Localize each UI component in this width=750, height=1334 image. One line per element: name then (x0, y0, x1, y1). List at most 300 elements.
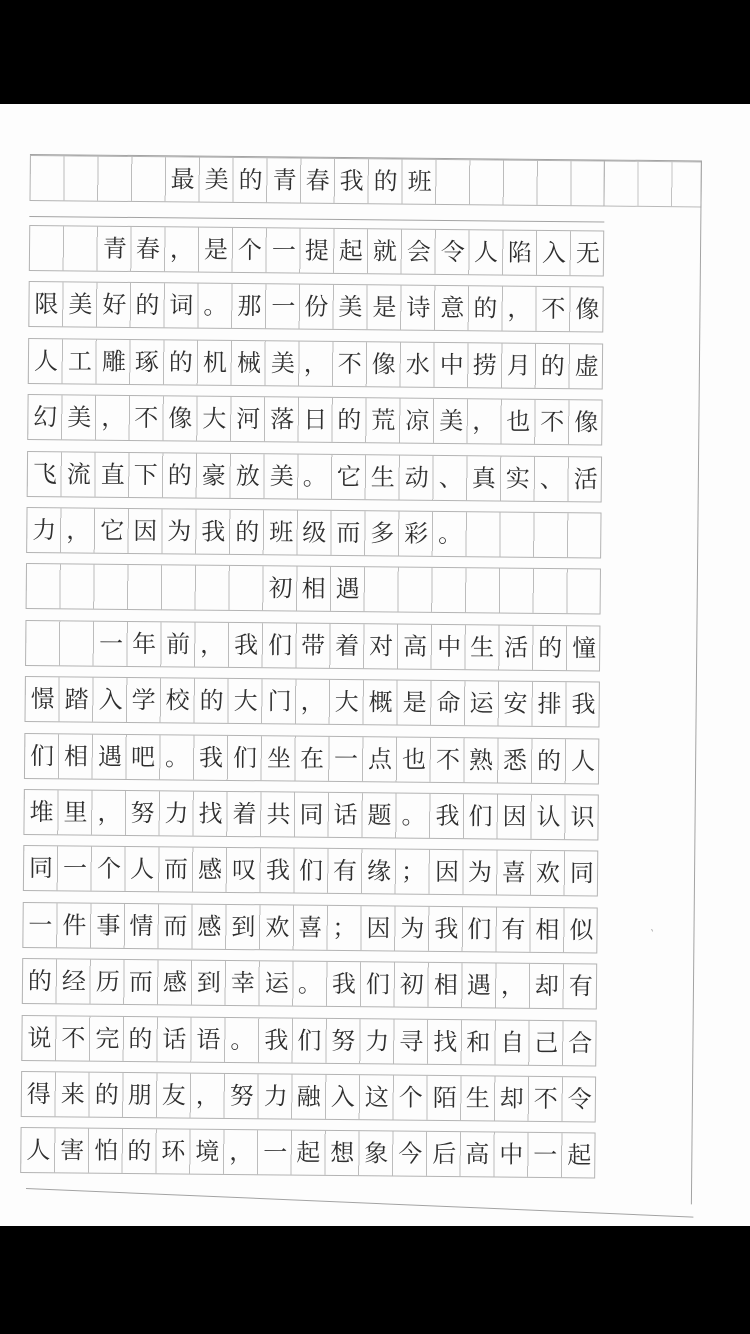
handwritten-character: 人 (26, 1136, 51, 1165)
handwritten-character: 人 (33, 346, 58, 375)
handwritten-character: 个 (237, 236, 262, 265)
handwritten-character: 日 (303, 405, 328, 434)
handwritten-character: 直 (100, 460, 125, 489)
handwritten-character: ， (229, 1138, 254, 1167)
paper-right-edge (691, 160, 702, 1204)
handwritten-character: 历 (95, 967, 120, 997)
handwritten-character: 美 (204, 165, 229, 194)
handwritten-character: 找 (432, 1027, 457, 1056)
handwritten-character: 的 (135, 291, 160, 320)
paper-bottom-edge (26, 1188, 693, 1218)
handwritten-character: ， (97, 798, 122, 827)
handwritten-character: 的 (538, 633, 563, 662)
handwritten-character: 们 (468, 802, 493, 831)
handwritten-character: 下 (134, 460, 159, 489)
handwritten-character: 凉 (405, 406, 430, 435)
handwritten-character: 的 (234, 518, 260, 547)
handwritten-character: 的 (540, 351, 565, 380)
handwritten-character: 感 (163, 968, 188, 997)
handwritten-character: 合 (568, 1028, 593, 1057)
handwritten-character: 是 (203, 235, 228, 264)
handwritten-character: 努 (331, 1026, 356, 1055)
handwritten-character: 的 (473, 294, 498, 323)
handwritten-character: 活 (504, 633, 529, 662)
handwritten-character: 说 (27, 1023, 52, 1052)
handwritten-character: 努 (229, 1082, 254, 1111)
handwritten-character: 门 (267, 687, 292, 716)
handwritten-character: 豪 (201, 461, 226, 490)
handwritten-character: 意 (439, 294, 464, 323)
handwritten-character: 同 (28, 854, 54, 883)
handwritten-character: 彩 (403, 519, 429, 548)
handwritten-character: 的 (373, 167, 398, 196)
handwritten-character: 多 (370, 519, 395, 548)
handwritten-character: 生 (470, 633, 495, 662)
handwritten-character: 喜 (298, 913, 323, 942)
handwritten-character: 力 (32, 516, 57, 545)
handwritten-character: 不 (541, 295, 566, 324)
essay-line (28, 281, 603, 333)
handwritten-character: 们 (299, 857, 324, 886)
handwritten-character: 为 (468, 858, 493, 887)
handwritten-character: 相 (302, 575, 327, 604)
handwritten-character: 落 (269, 405, 294, 434)
essay-line (24, 676, 599, 728)
handwritten-character: 象 (364, 1139, 389, 1168)
handwritten-character: 不 (337, 349, 363, 378)
handwritten-character: 份 (304, 293, 329, 322)
handwritten-character: 朋 (128, 1081, 153, 1110)
handwritten-character: 排 (537, 690, 562, 719)
handwritten-character: 中 (436, 632, 461, 661)
handwritten-character: 一 (262, 1138, 287, 1167)
essay-section-heading-line (26, 563, 601, 615)
handwritten-character: 个 (398, 1083, 423, 1112)
handwritten-character: 不 (533, 1084, 558, 1114)
handwritten-character: 班 (268, 518, 293, 547)
handwritten-character: 遇 (467, 971, 492, 1000)
handwritten-character: 到 (231, 912, 256, 941)
handwritten-character: 有 (501, 915, 526, 944)
handwritten-character: 起 (339, 237, 364, 266)
handwritten-character: 点 (367, 744, 393, 774)
handwritten-character: 好 (101, 291, 127, 320)
handwritten-character: 喜 (502, 859, 527, 888)
handwritten-character: 大 (334, 688, 359, 717)
handwritten-character: 美 (438, 407, 463, 436)
handwritten-character: 。 (165, 743, 190, 772)
handwritten-character: 我 (265, 856, 290, 885)
handwritten-character: 缘 (366, 857, 391, 886)
handwritten-character: 努 (130, 799, 155, 828)
handwritten-character: 相 (535, 915, 560, 944)
handwritten-character: 美 (270, 349, 295, 378)
handwritten-character: 认 (536, 802, 561, 832)
handwritten-character: 实 (505, 464, 530, 493)
handwritten-character: 。 (230, 1025, 255, 1054)
handwritten-character: 美 (67, 403, 92, 432)
handwritten-character: 件 (62, 911, 87, 940)
handwritten-character: 飞 (32, 459, 57, 488)
handwritten-character: 的 (128, 1024, 153, 1053)
handwritten-character: 河 (236, 405, 261, 434)
handwritten-character: 虚 (574, 352, 599, 381)
essay-title-line (29, 155, 604, 207)
handwritten-character: 悉 (503, 746, 528, 775)
handwritten-character: 里 (63, 798, 88, 827)
handwritten-character: 熟 (469, 745, 494, 774)
handwritten-character: 遇 (97, 742, 122, 771)
handwritten-character: 词 (169, 291, 194, 320)
essay-line (22, 902, 597, 954)
handwritten-character: 到 (196, 968, 221, 997)
handwritten-character: ， (472, 407, 497, 436)
handwritten-character: 同 (299, 800, 324, 829)
handwritten-character: 一 (62, 854, 87, 883)
essay-line (27, 394, 602, 446)
essay-line (22, 958, 597, 1010)
handwritten-character: 们 (467, 915, 492, 944)
handwritten-character: 话 (162, 1024, 187, 1054)
handwritten-character: 害 (60, 1136, 85, 1165)
handwritten-character: 们 (30, 741, 55, 770)
handwritten-character: 。 (303, 462, 328, 491)
handwritten-character: 。 (437, 520, 462, 549)
handwritten-character: 诗 (406, 294, 431, 323)
handwritten-character: ， (170, 235, 195, 264)
handwritten-character: 无 (575, 239, 600, 268)
handwritten-character: 放 (235, 461, 260, 490)
handwritten-character: 个 (96, 855, 121, 884)
handwritten-character: 们 (297, 1026, 322, 1055)
essay-line (20, 1127, 595, 1179)
handwritten-character: 的 (168, 348, 194, 377)
handwritten-character: 识 (570, 803, 595, 832)
handwritten-character: ， (507, 295, 532, 324)
handwritten-character: 就 (372, 237, 397, 266)
handwritten-character: 学 (131, 686, 157, 715)
handwritten-character: 在 (300, 744, 325, 773)
handwritten-character: 着 (232, 800, 257, 829)
handwritten-character: 共 (266, 800, 291, 829)
handwritten-character: 找 (198, 799, 223, 828)
handwritten-character: 憬 (30, 685, 55, 714)
handwritten-character: 踏 (64, 685, 89, 714)
handwritten-character: 令 (440, 238, 465, 267)
handwritten-character: 同 (569, 859, 594, 888)
handwritten-character: 中 (439, 350, 464, 379)
handwritten-character: 不 (134, 404, 159, 433)
handwritten-character: 叹 (231, 856, 256, 885)
handwritten-character: 捞 (473, 351, 498, 380)
essay-line (28, 338, 603, 390)
handwritten-character: 吧 (131, 742, 156, 771)
handwritten-character: 起 (566, 1141, 592, 1170)
handwritten-character: 而 (163, 912, 188, 941)
handwritten-character: 我 (198, 743, 224, 772)
handwritten-character: 己 (534, 1028, 559, 1057)
handwritten-character: 不 (61, 1024, 86, 1053)
handwritten-character: 为 (167, 517, 192, 546)
handwritten-character: 的 (536, 746, 562, 775)
essay-line (23, 789, 598, 841)
handwritten-character: 美 (338, 293, 363, 322)
handwritten-character: 美 (269, 461, 294, 491)
handwritten-character: 一 (271, 236, 296, 265)
handwritten-character: 班 (407, 167, 432, 196)
handwritten-character: 我 (233, 630, 258, 659)
handwritten-character: 因 (434, 858, 459, 887)
handwritten-character: 想 (330, 1139, 355, 1168)
handwritten-character: 安 (503, 689, 528, 718)
handwritten-character: 事 (95, 911, 121, 940)
handwritten-character: 像 (371, 350, 396, 379)
handwritten-character: 高 (402, 632, 427, 661)
handwritten-character: 一 (270, 292, 295, 321)
essay-line (25, 620, 600, 672)
handwritten-character: 月 (506, 351, 532, 380)
handwritten-character: 力 (164, 799, 189, 828)
handwritten-character: 憧 (571, 634, 596, 663)
handwritten-character: 这 (364, 1083, 389, 1112)
handwritten-character: 因 (502, 802, 527, 831)
handwritten-character: 也 (401, 745, 426, 774)
handwritten-character: 经 (61, 967, 86, 996)
handwritten-character: 像 (575, 295, 600, 324)
handwritten-character: 入 (330, 1083, 356, 1112)
essay-line (26, 507, 601, 559)
handwritten-character: ， (500, 971, 526, 1000)
handwritten-character: 语 (196, 1025, 221, 1054)
handwritten-character: 春 (305, 166, 331, 195)
handwritten-character: 高 (465, 1140, 490, 1169)
handwritten-character: 令 (567, 1085, 592, 1114)
handwritten-character: 真 (472, 463, 497, 492)
handwritten-character: 一 (28, 910, 53, 939)
handwritten-character: 概 (368, 688, 393, 717)
handwritten-character: 而 (336, 519, 361, 548)
handwritten-character: 人 (570, 746, 595, 775)
handwritten-character: 一 (533, 1141, 558, 1170)
handwritten-character: 动 (404, 463, 429, 492)
handwritten-character: 春 (136, 235, 161, 264)
handwritten-character: 我 (435, 802, 460, 831)
handwritten-character: 是 (372, 293, 397, 322)
handwritten-character: 友 (161, 1081, 187, 1110)
composition-paper (20, 148, 705, 1226)
grid-row-extension (603, 161, 701, 208)
handwritten-character: ， (65, 516, 91, 545)
handwritten-character: 和 (466, 1027, 491, 1056)
handwritten-character: 完 (94, 1024, 119, 1053)
essay-line (24, 733, 599, 785)
handwritten-character: ， (304, 349, 329, 378)
handwritten-character: 的 (94, 1080, 119, 1109)
handwritten-character: 后 (431, 1140, 456, 1169)
handwritten-character: 不 (540, 408, 565, 437)
handwritten-character: 初 (399, 970, 424, 999)
handwritten-character: 提 (305, 236, 330, 265)
handwritten-character: 我 (201, 517, 226, 546)
handwritten-character: 活 (573, 464, 598, 493)
essay-line (21, 1071, 596, 1123)
handwritten-character: 一 (98, 629, 123, 658)
handwritten-character: 力 (365, 1026, 390, 1056)
handwritten-character: 像 (573, 408, 599, 437)
handwritten-character: 青 (102, 234, 127, 263)
handwritten-character: 它 (99, 516, 124, 545)
handwritten-character: 相 (63, 742, 88, 771)
handwritten-character: 它 (336, 462, 361, 491)
handwritten-character: 相 (433, 971, 458, 1000)
handwritten-character: 琢 (135, 347, 160, 376)
handwritten-character: 是 (402, 688, 427, 717)
stray-mark: ` (646, 927, 656, 942)
handwritten-character: 的 (127, 1137, 152, 1166)
essay-line (21, 1015, 596, 1067)
handwritten-character: 青 (272, 166, 297, 195)
handwritten-character: ； (332, 913, 357, 942)
handwritten-character: 得 (26, 1080, 51, 1109)
handwritten-character: 大 (233, 687, 258, 716)
handwritten-character: 欢 (535, 859, 560, 888)
handwritten-character: 话 (333, 801, 358, 830)
handwritten-character: ， (300, 687, 325, 716)
handwritten-character: 。 (203, 292, 228, 321)
handwritten-character: 因 (366, 914, 391, 943)
handwritten-character: 荒 (371, 406, 396, 435)
handwritten-character: 也 (506, 407, 531, 436)
handwritten-character: 坐 (266, 743, 291, 773)
handwritten-character: 对 (369, 632, 394, 661)
handwritten-character: 我 (263, 1025, 288, 1055)
handwritten-character: ， (200, 630, 225, 659)
handwritten-character: ， (100, 403, 125, 433)
handwritten-character: ， (195, 1081, 220, 1110)
handwritten-character: 我 (332, 970, 357, 999)
handwritten-character: 题 (367, 801, 392, 830)
handwritten-character: 。 (298, 969, 323, 998)
handwritten-character: 今 (397, 1140, 423, 1169)
handwritten-character: 、 (438, 463, 463, 492)
handwritten-character: 运 (264, 969, 289, 998)
essay-line (27, 451, 602, 503)
handwritten-character: 械 (236, 348, 261, 377)
handwritten-character: 怕 (93, 1137, 118, 1166)
handwritten-character: 级 (302, 518, 327, 547)
handwritten-character: 力 (263, 1082, 288, 1111)
handwritten-character: 生 (466, 1084, 491, 1113)
handwritten-character: 的 (27, 967, 52, 996)
handwritten-character: 。 (401, 801, 426, 830)
handwritten-character: 年 (132, 629, 157, 658)
handwritten-character: 却 (499, 1084, 524, 1113)
handwritten-character: 们 (267, 631, 292, 660)
handwritten-character: 入 (98, 685, 123, 715)
handwritten-character: 生 (370, 462, 395, 492)
handwritten-character: 机 (202, 348, 227, 377)
handwritten-character: 不 (435, 745, 460, 774)
handwritten-character: 幸 (230, 969, 255, 998)
letterbox-bottom (0, 1226, 750, 1334)
handwritten-character: 却 (534, 972, 559, 1001)
handwritten-character: 融 (297, 1082, 322, 1111)
handwritten-character: 会 (406, 237, 431, 266)
handwritten-character: 大 (202, 404, 227, 434)
handwritten-character: 来 (60, 1080, 85, 1109)
handwritten-character: 有 (333, 857, 358, 886)
handwritten-character: 带 (301, 631, 326, 660)
handwritten-character: 运 (469, 689, 494, 718)
handwritten-character: 美 (68, 290, 93, 319)
handwritten-character: 我 (433, 914, 459, 943)
handwritten-character: 我 (571, 690, 596, 719)
handwritten-character: 命 (436, 689, 461, 718)
handwritten-character: 前 (166, 630, 191, 659)
handwritten-character: 初 (268, 574, 293, 603)
handwritten-character: 工 (67, 347, 92, 376)
handwritten-character: 堆 (29, 798, 54, 827)
essay-line (23, 845, 598, 897)
handwritten-character: 限 (34, 290, 59, 319)
handwritten-character: 幻 (33, 403, 58, 432)
handwritten-character: 的 (238, 166, 263, 195)
handwritten-character: 那 (237, 292, 262, 321)
handwritten-character: 的 (337, 406, 362, 435)
handwritten-character: 一 (334, 744, 359, 773)
handwritten-character: 寻 (399, 1027, 424, 1056)
handwritten-character: 着 (335, 631, 360, 660)
handwritten-character: 流 (66, 460, 91, 489)
handwritten-character: 人 (130, 855, 155, 884)
handwritten-character: 最 (170, 165, 195, 194)
handwritten-character: 的 (199, 686, 224, 715)
handwritten-character: 像 (168, 404, 193, 433)
handwritten-character: 遇 (335, 575, 360, 604)
handwritten-character: 感 (197, 856, 222, 885)
handwritten-character: 为 (400, 914, 425, 943)
handwritten-character: 因 (133, 517, 158, 546)
handwritten-character: 而 (164, 855, 189, 884)
handwritten-character: 欢 (264, 913, 290, 942)
handwritten-character: 入 (541, 239, 566, 268)
handwritten-character: 们 (365, 970, 390, 999)
handwritten-character: 而 (129, 968, 154, 997)
handwritten-character: 中 (499, 1141, 524, 1170)
handwritten-character: 陷 (508, 238, 533, 267)
handwritten-character: ； (400, 858, 425, 887)
grid-divider-line (29, 216, 604, 223)
handwritten-character: 环 (161, 1137, 186, 1166)
handwritten-character: 校 (165, 686, 190, 715)
essay-line (29, 225, 604, 277)
handwritten-character: 感 (197, 912, 222, 941)
handwritten-character: 起 (296, 1139, 321, 1168)
handwritten-character: 人 (474, 238, 499, 267)
handwritten-character: 、 (539, 464, 564, 493)
handwritten-character: 境 (195, 1138, 220, 1167)
handwritten-character: 似 (569, 916, 594, 945)
handwritten-character: 水 (405, 350, 430, 379)
handwritten-character: 雕 (101, 347, 126, 376)
handwritten-character: 的 (167, 461, 192, 490)
handwritten-character: 陌 (432, 1083, 457, 1113)
handwritten-character: 情 (129, 911, 154, 940)
handwritten-character: 有 (568, 972, 593, 1001)
handwritten-character: 们 (232, 743, 257, 772)
handwritten-character: 我 (339, 167, 364, 196)
letterbox-top (0, 0, 750, 104)
